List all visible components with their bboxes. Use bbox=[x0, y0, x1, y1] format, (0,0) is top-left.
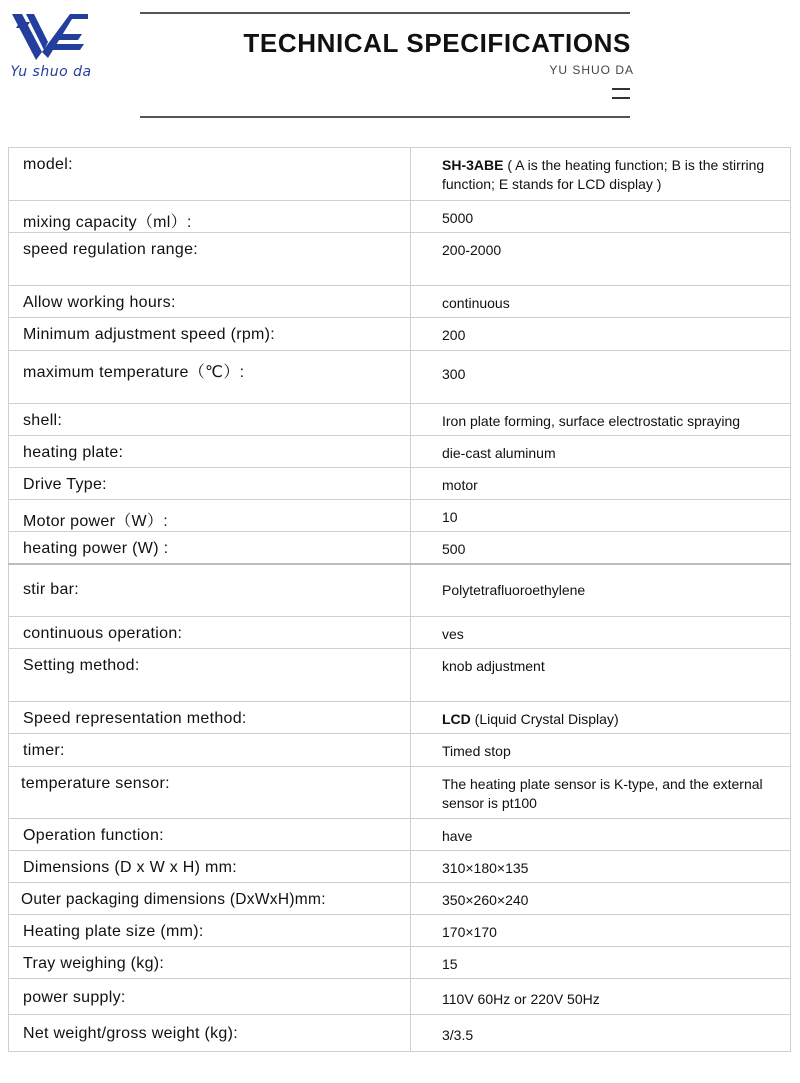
spec-key: shell: bbox=[9, 404, 411, 436]
spec-key: Heating plate size (mm): bbox=[9, 915, 411, 947]
spec-key: Drive Type: bbox=[9, 468, 411, 500]
spec-table bbox=[8, 147, 791, 1052]
spec-value: 200-2000 bbox=[411, 233, 791, 286]
table-row bbox=[9, 404, 791, 436]
spec-value: 15 bbox=[411, 947, 791, 979]
table-row bbox=[9, 819, 791, 851]
spec-value: 300 bbox=[411, 351, 791, 404]
brand-name: Yu shuo da bbox=[10, 64, 92, 80]
spec-value-bold: LCD bbox=[442, 711, 471, 727]
spec-value: die-cast aluminum bbox=[411, 436, 791, 468]
brand-logo bbox=[8, 12, 90, 82]
table-row bbox=[9, 915, 791, 947]
table-row bbox=[9, 148, 791, 201]
spec-value: 110V 60Hz or 220V 50Hz bbox=[411, 979, 791, 1015]
spec-key: speed regulation range: bbox=[9, 233, 411, 286]
spec-key: temperature sensor: bbox=[9, 767, 411, 819]
spec-key: Operation function: bbox=[9, 819, 411, 851]
table-row bbox=[9, 979, 791, 1015]
menu-icon bbox=[612, 88, 630, 100]
spec-value: 170×170 bbox=[411, 915, 791, 947]
spec-key: Tray weighing (kg): bbox=[9, 947, 411, 979]
table-row bbox=[9, 767, 791, 819]
spec-key: Net weight/gross weight (kg): bbox=[9, 1015, 411, 1052]
table-row bbox=[9, 617, 791, 649]
spec-value bbox=[411, 702, 791, 734]
table-row bbox=[9, 564, 791, 617]
spec-value-text: ( A is the heating function; B is the stirring function; E stands for LCD display ) bbox=[442, 157, 765, 192]
header-top-rule bbox=[140, 12, 630, 14]
table-row bbox=[9, 468, 791, 500]
spec-key: Dimensions (D x W x H) mm: bbox=[9, 851, 411, 883]
spec-value-bold: SH-3ABE bbox=[442, 157, 504, 173]
table-row bbox=[9, 286, 791, 318]
yushuoda-logo-icon bbox=[12, 12, 88, 62]
spec-value: 3/3.5 bbox=[411, 1015, 791, 1052]
header-bottom-rule bbox=[140, 116, 630, 118]
table-row bbox=[9, 851, 791, 883]
spec-value: Iron plate forming, surface electrostatic spraying bbox=[411, 404, 791, 436]
spec-key: model: bbox=[9, 148, 411, 201]
spec-value: have bbox=[411, 819, 791, 851]
spec-key: stir bar: bbox=[9, 564, 411, 617]
spec-key: mixing capacity（ml）: bbox=[9, 201, 411, 233]
page-subtitle: YU SHUO DA bbox=[549, 63, 634, 77]
table-row bbox=[9, 201, 791, 233]
table-row bbox=[9, 532, 791, 564]
spec-value: 200 bbox=[411, 318, 791, 351]
table-row bbox=[9, 1015, 791, 1052]
spec-value-text: (Liquid Crystal Display) bbox=[474, 711, 619, 727]
table-row bbox=[9, 734, 791, 767]
table-row bbox=[9, 649, 791, 702]
spec-key: Motor power（W）: bbox=[9, 500, 411, 532]
spec-key: heating plate: bbox=[9, 436, 411, 468]
table-row bbox=[9, 947, 791, 979]
table-row bbox=[9, 883, 791, 915]
table-row bbox=[9, 351, 791, 404]
page-title: TECHNICAL SPECIFICATIONS bbox=[243, 28, 631, 58]
spec-value bbox=[411, 148, 791, 201]
spec-key: power supply: bbox=[9, 979, 411, 1015]
spec-key: continuous operation: bbox=[9, 617, 411, 649]
spec-value: 10 bbox=[411, 500, 791, 532]
spec-value: ves bbox=[411, 617, 791, 649]
spec-key: maximum temperature（℃）: bbox=[9, 351, 411, 404]
spec-key: heating power (W) : bbox=[9, 532, 411, 564]
spec-value: continuous bbox=[411, 286, 791, 318]
table-row bbox=[9, 500, 791, 532]
spec-value: Timed stop bbox=[411, 734, 791, 767]
spec-value: 350×260×240 bbox=[411, 883, 791, 915]
spec-key: Setting method: bbox=[9, 649, 411, 702]
spec-key: Speed representation method: bbox=[9, 702, 411, 734]
spec-value: The heating plate sensor is K-type, and the external sensor is pt100 bbox=[411, 767, 791, 819]
spec-value: 500 bbox=[411, 532, 791, 564]
spec-key: Outer packaging dimensions (DxWxH)mm: bbox=[9, 883, 411, 915]
spec-value: motor bbox=[411, 468, 791, 500]
spec-key: Minimum adjustment speed (rpm): bbox=[9, 318, 411, 351]
spec-value: Polytetrafluoroethylene bbox=[411, 564, 791, 617]
table-row bbox=[9, 318, 791, 351]
spec-key: Allow working hours: bbox=[9, 286, 411, 318]
spec-key: timer: bbox=[9, 734, 411, 767]
spec-value: 5000 bbox=[411, 201, 791, 233]
table-row bbox=[9, 233, 791, 286]
spec-value: knob adjustment bbox=[411, 649, 791, 702]
spec-value: 310×180×135 bbox=[411, 851, 791, 883]
table-row bbox=[9, 702, 791, 734]
table-row bbox=[9, 436, 791, 468]
